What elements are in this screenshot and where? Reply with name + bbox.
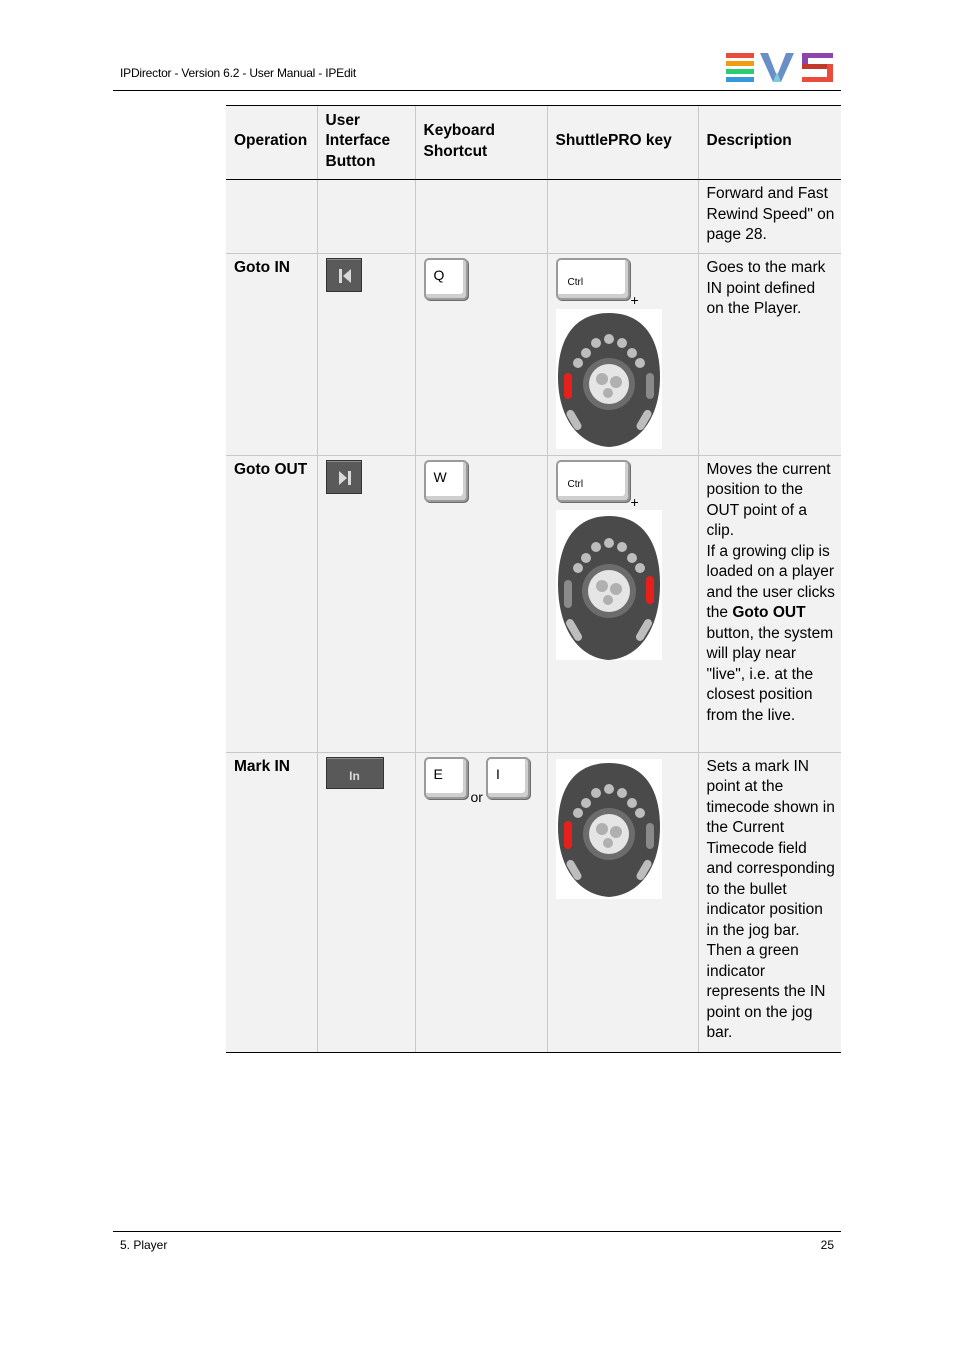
or-label: or [470,788,483,805]
mark-in-button[interactable]: In [326,757,384,789]
keyboard-key-w: W [424,460,468,502]
column-header-ui-button: User Interface Button [317,106,415,180]
keyboard-key-ctrl: Ctrl [556,258,630,300]
header-rule [113,90,841,91]
document-header-title: IPDirector - Version 6.2 - User Manual - IPEdit [120,66,357,80]
page-number: 25 [820,1238,834,1252]
shuttlepro-device-image [556,759,662,899]
keyboard-key-i: I [486,757,530,799]
operation-name: Goto IN [226,254,317,456]
plus-sign: + [630,493,639,510]
evs-logo [726,52,834,82]
footer-rule [113,1231,841,1232]
goto-in-icon [327,259,363,293]
goto-out-button[interactable] [326,460,362,494]
row-description: Goes to the mark IN point defined on the Player. [698,254,841,456]
table-row [226,752,841,1052]
row-description: Moves the current position to the OUT point of a clip. If a growing clip is loaded on a player and the user clicks the Goto OUT button, the system will play near "live", i.e. at the closest position from the live. [698,455,841,752]
plus-sign: + [630,292,639,308]
goto-in-button[interactable] [326,258,362,292]
footer-section: 5. Player [120,1238,168,1252]
table-row [226,455,841,752]
row-description: Forward and Fast Rewind Speed" on page 28. [698,180,841,254]
column-header-keyboard-shortcut: Keyboard Shortcut [415,106,547,180]
operation-name: Mark IN [226,752,317,1052]
table-row [226,254,841,456]
operation-name: Goto OUT [226,455,317,752]
column-header-operation: Operation [226,106,317,180]
keyboard-key-ctrl: Ctrl [556,460,630,502]
keyboard-key-e: E [424,757,468,799]
keyboard-key-q: Q [424,258,468,300]
shuttlepro-device-image [556,510,662,660]
table-header-row [226,106,841,180]
operations-table [226,105,841,1053]
column-header-shuttlepro-key: ShuttlePRO key [547,106,698,180]
shuttlepro-device-image [556,309,662,449]
goto-out-icon [327,461,363,495]
column-header-description: Description [698,106,841,180]
table-row-continued [226,180,841,254]
row-description: Sets a mark IN point at the timecode shown in the Current Timecode field and corresponding to the bullet indicator position in the jog bar. Then a green indicator represents the IN point on the jog bar. [698,752,841,1052]
